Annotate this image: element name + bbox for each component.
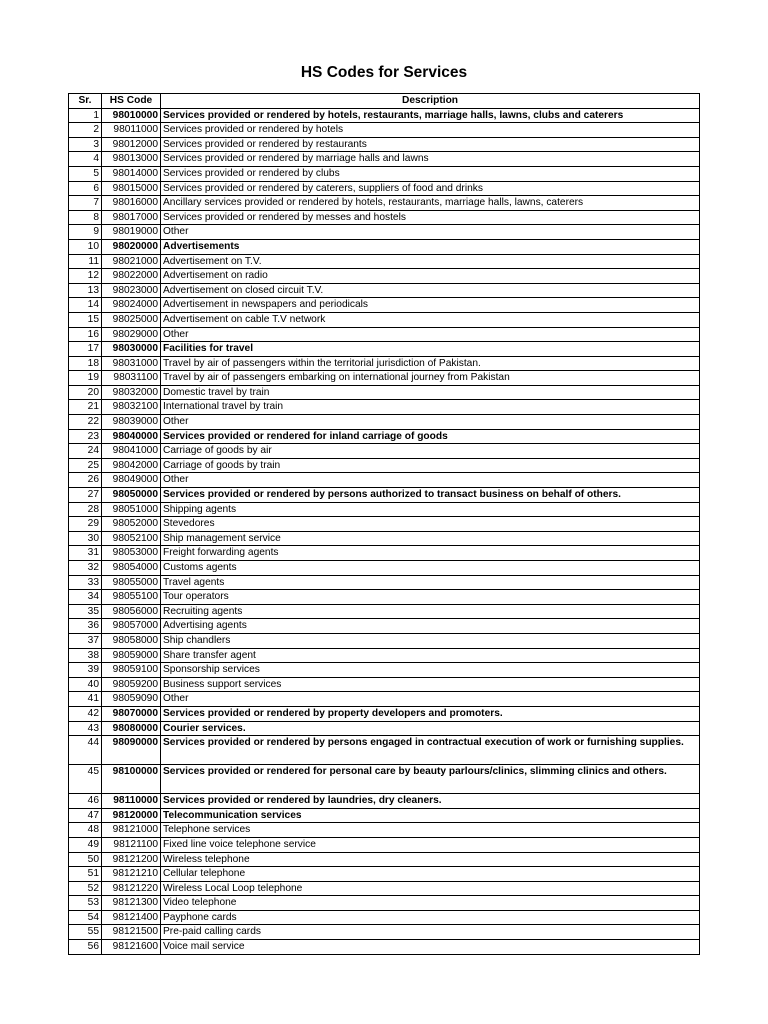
table-body bbox=[69, 108, 700, 954]
row-description: International travel by train bbox=[161, 400, 700, 415]
table-row bbox=[69, 736, 700, 765]
table-row bbox=[69, 210, 700, 225]
row-hs-code: 98023000 bbox=[102, 283, 161, 298]
table-row bbox=[69, 488, 700, 503]
row-hs-code: 98050000 bbox=[102, 488, 161, 503]
table-row bbox=[69, 108, 700, 123]
row-description: Services provided or rendered by hotels, restaurants, marriage halls, lawns, clubs and caterers bbox=[161, 108, 700, 123]
row-sr: 2 bbox=[69, 123, 102, 138]
row-sr: 53 bbox=[69, 896, 102, 911]
table-row bbox=[69, 458, 700, 473]
row-hs-code: 98059200 bbox=[102, 677, 161, 692]
row-sr: 29 bbox=[69, 517, 102, 532]
row-sr: 52 bbox=[69, 881, 102, 896]
row-sr: 42 bbox=[69, 706, 102, 721]
row-hs-code: 98052100 bbox=[102, 531, 161, 546]
table-row bbox=[69, 765, 700, 794]
table-row bbox=[69, 137, 700, 152]
table-row bbox=[69, 473, 700, 488]
table-row bbox=[69, 546, 700, 561]
row-description: Services provided or rendered by clubs bbox=[161, 166, 700, 181]
header-description: Description bbox=[161, 94, 700, 109]
row-sr: 48 bbox=[69, 823, 102, 838]
row-description: Wireless Local Loop telephone bbox=[161, 881, 700, 896]
row-description: Services provided or rendered for inland carriage of goods bbox=[161, 429, 700, 444]
row-hs-code: 98011000 bbox=[102, 123, 161, 138]
table-row bbox=[69, 166, 700, 181]
table-row bbox=[69, 283, 700, 298]
row-hs-code: 98121000 bbox=[102, 823, 161, 838]
row-sr: 4 bbox=[69, 152, 102, 167]
table-row bbox=[69, 531, 700, 546]
table-row bbox=[69, 881, 700, 896]
row-description: Other bbox=[161, 415, 700, 430]
row-description: Carriage of goods by air bbox=[161, 444, 700, 459]
row-description: Advertising agents bbox=[161, 619, 700, 634]
table-row bbox=[69, 823, 700, 838]
row-description: Pre-paid calling cards bbox=[161, 925, 700, 940]
table-row bbox=[69, 633, 700, 648]
row-description: Telecommunication services bbox=[161, 808, 700, 823]
row-sr: 46 bbox=[69, 794, 102, 809]
row-hs-code: 98120000 bbox=[102, 808, 161, 823]
row-sr: 50 bbox=[69, 852, 102, 867]
row-hs-code: 98024000 bbox=[102, 298, 161, 313]
row-hs-code: 98100000 bbox=[102, 765, 161, 794]
row-sr: 13 bbox=[69, 283, 102, 298]
row-hs-code: 98041000 bbox=[102, 444, 161, 459]
row-sr: 7 bbox=[69, 196, 102, 211]
row-sr: 25 bbox=[69, 458, 102, 473]
row-description: Services provided or rendered by persons authorized to transact business on behalf of others. bbox=[161, 488, 700, 503]
row-description: Wireless telephone bbox=[161, 852, 700, 867]
row-hs-code: 98059100 bbox=[102, 663, 161, 678]
row-description: Fixed line voice telephone service bbox=[161, 837, 700, 852]
row-sr: 17 bbox=[69, 342, 102, 357]
row-description: Tour operators bbox=[161, 590, 700, 605]
row-description: Services provided or rendered by caterers, suppliers of food and drinks bbox=[161, 181, 700, 196]
row-description: Other bbox=[161, 692, 700, 707]
table-row bbox=[69, 269, 700, 284]
row-description: Other bbox=[161, 327, 700, 342]
table-row bbox=[69, 517, 700, 532]
row-description: Advertisement in newspapers and periodicals bbox=[161, 298, 700, 313]
row-hs-code: 98012000 bbox=[102, 137, 161, 152]
row-sr: 28 bbox=[69, 502, 102, 517]
row-sr: 20 bbox=[69, 385, 102, 400]
row-hs-code: 98121400 bbox=[102, 910, 161, 925]
row-sr: 55 bbox=[69, 925, 102, 940]
row-description: Shipping agents bbox=[161, 502, 700, 517]
table-row bbox=[69, 123, 700, 138]
row-sr: 5 bbox=[69, 166, 102, 181]
row-hs-code: 98016000 bbox=[102, 196, 161, 211]
row-sr: 22 bbox=[69, 415, 102, 430]
row-description: Freight forwarding agents bbox=[161, 546, 700, 561]
table-row bbox=[69, 196, 700, 211]
row-hs-code: 98022000 bbox=[102, 269, 161, 284]
table-row bbox=[69, 706, 700, 721]
row-hs-code: 98014000 bbox=[102, 166, 161, 181]
table-row bbox=[69, 502, 700, 517]
row-description: Travel agents bbox=[161, 575, 700, 590]
row-description: Recruiting agents bbox=[161, 604, 700, 619]
row-hs-code: 98121200 bbox=[102, 852, 161, 867]
row-hs-code: 98053000 bbox=[102, 546, 161, 561]
row-hs-code: 98031100 bbox=[102, 371, 161, 386]
row-sr: 12 bbox=[69, 269, 102, 284]
row-hs-code: 98057000 bbox=[102, 619, 161, 634]
row-description: Advertisement on radio bbox=[161, 269, 700, 284]
row-hs-code: 98049000 bbox=[102, 473, 161, 488]
row-sr: 34 bbox=[69, 590, 102, 605]
table-row bbox=[69, 356, 700, 371]
row-hs-code: 98030000 bbox=[102, 342, 161, 357]
row-description: Domestic travel by train bbox=[161, 385, 700, 400]
row-description: Carriage of goods by train bbox=[161, 458, 700, 473]
row-description: Ship management service bbox=[161, 531, 700, 546]
row-hs-code: 98121220 bbox=[102, 881, 161, 896]
row-hs-code: 98121100 bbox=[102, 837, 161, 852]
table-row bbox=[69, 400, 700, 415]
row-description: Facilities for travel bbox=[161, 342, 700, 357]
row-sr: 24 bbox=[69, 444, 102, 459]
table-row bbox=[69, 721, 700, 736]
row-hs-code: 98025000 bbox=[102, 312, 161, 327]
row-sr: 47 bbox=[69, 808, 102, 823]
row-sr: 45 bbox=[69, 765, 102, 794]
table-row bbox=[69, 910, 700, 925]
row-sr: 56 bbox=[69, 940, 102, 955]
row-description: Ancillary services provided or rendered by hotels, restaurants, marriage halls, lawns, caterers bbox=[161, 196, 700, 211]
row-hs-code: 98110000 bbox=[102, 794, 161, 809]
table-row bbox=[69, 692, 700, 707]
table-header-row bbox=[69, 94, 700, 109]
row-description: Sponsorship services bbox=[161, 663, 700, 678]
row-sr: 6 bbox=[69, 181, 102, 196]
row-description: Services provided or rendered by property developers and promoters. bbox=[161, 706, 700, 721]
table-row bbox=[69, 561, 700, 576]
row-sr: 38 bbox=[69, 648, 102, 663]
table-row bbox=[69, 575, 700, 590]
row-hs-code: 98032000 bbox=[102, 385, 161, 400]
table-row bbox=[69, 867, 700, 882]
table-row bbox=[69, 648, 700, 663]
row-sr: 31 bbox=[69, 546, 102, 561]
row-sr: 49 bbox=[69, 837, 102, 852]
row-sr: 40 bbox=[69, 677, 102, 692]
row-sr: 9 bbox=[69, 225, 102, 240]
row-hs-code: 98032100 bbox=[102, 400, 161, 415]
row-sr: 43 bbox=[69, 721, 102, 736]
row-hs-code: 98054000 bbox=[102, 561, 161, 576]
table-row bbox=[69, 415, 700, 430]
table-row bbox=[69, 371, 700, 386]
table-row bbox=[69, 254, 700, 269]
row-hs-code: 98039000 bbox=[102, 415, 161, 430]
row-sr: 30 bbox=[69, 531, 102, 546]
row-hs-code: 98055000 bbox=[102, 575, 161, 590]
table-row bbox=[69, 239, 700, 254]
table-row bbox=[69, 590, 700, 605]
row-sr: 16 bbox=[69, 327, 102, 342]
row-hs-code: 98090000 bbox=[102, 736, 161, 765]
row-description: Services provided or rendered by restaurants bbox=[161, 137, 700, 152]
row-sr: 26 bbox=[69, 473, 102, 488]
table-row bbox=[69, 794, 700, 809]
row-sr: 51 bbox=[69, 867, 102, 882]
row-description: Telephone services bbox=[161, 823, 700, 838]
row-sr: 11 bbox=[69, 254, 102, 269]
row-description: Travel by air of passengers within the territorial jurisdiction of Pakistan. bbox=[161, 356, 700, 371]
row-sr: 8 bbox=[69, 210, 102, 225]
row-sr: 19 bbox=[69, 371, 102, 386]
row-hs-code: 98080000 bbox=[102, 721, 161, 736]
row-description: Services provided or rendered by persons engaged in contractual execution of work or furnishing supplies. bbox=[161, 736, 700, 765]
row-hs-code: 98056000 bbox=[102, 604, 161, 619]
row-description: Share transfer agent bbox=[161, 648, 700, 663]
table-row bbox=[69, 808, 700, 823]
row-description: Services provided or rendered by messes and hostels bbox=[161, 210, 700, 225]
table-row bbox=[69, 181, 700, 196]
row-hs-code: 98121210 bbox=[102, 867, 161, 882]
row-hs-code: 98017000 bbox=[102, 210, 161, 225]
table-row bbox=[69, 444, 700, 459]
table-row bbox=[69, 896, 700, 911]
row-sr: 3 bbox=[69, 137, 102, 152]
row-sr: 14 bbox=[69, 298, 102, 313]
row-sr: 36 bbox=[69, 619, 102, 634]
row-description: Services provided or rendered by marriage halls and lawns bbox=[161, 152, 700, 167]
row-description: Advertisements bbox=[161, 239, 700, 254]
row-hs-code: 98010000 bbox=[102, 108, 161, 123]
row-hs-code: 98040000 bbox=[102, 429, 161, 444]
hs-codes-table bbox=[68, 93, 700, 955]
row-description: Services provided or rendered by hotels bbox=[161, 123, 700, 138]
table-row bbox=[69, 312, 700, 327]
row-sr: 27 bbox=[69, 488, 102, 503]
table-row bbox=[69, 604, 700, 619]
table-row bbox=[69, 327, 700, 342]
row-description: Stevedores bbox=[161, 517, 700, 532]
table-row bbox=[69, 940, 700, 955]
table-row bbox=[69, 852, 700, 867]
row-sr: 54 bbox=[69, 910, 102, 925]
row-description: Business support services bbox=[161, 677, 700, 692]
row-hs-code: 98121300 bbox=[102, 896, 161, 911]
table-row bbox=[69, 385, 700, 400]
row-hs-code: 98019000 bbox=[102, 225, 161, 240]
row-description: Services provided or rendered by laundries, dry cleaners. bbox=[161, 794, 700, 809]
table-row bbox=[69, 298, 700, 313]
row-hs-code: 98059090 bbox=[102, 692, 161, 707]
table-row bbox=[69, 837, 700, 852]
table-row bbox=[69, 619, 700, 634]
row-sr: 21 bbox=[69, 400, 102, 415]
row-sr: 39 bbox=[69, 663, 102, 678]
table-row bbox=[69, 925, 700, 940]
row-description: Customs agents bbox=[161, 561, 700, 576]
row-hs-code: 98121500 bbox=[102, 925, 161, 940]
row-sr: 32 bbox=[69, 561, 102, 576]
row-description: Services provided or rendered for personal care by beauty parlours/clinics, slimming clinics and others. bbox=[161, 765, 700, 794]
row-sr: 44 bbox=[69, 736, 102, 765]
row-hs-code: 98055100 bbox=[102, 590, 161, 605]
table-row bbox=[69, 429, 700, 444]
row-description: Other bbox=[161, 225, 700, 240]
row-hs-code: 98058000 bbox=[102, 633, 161, 648]
row-hs-code: 98020000 bbox=[102, 239, 161, 254]
table-row bbox=[69, 225, 700, 240]
row-description: Payphone cards bbox=[161, 910, 700, 925]
row-description: Travel by air of passengers embarking on international journey from Pakistan bbox=[161, 371, 700, 386]
row-hs-code: 98121600 bbox=[102, 940, 161, 955]
row-description: Voice mail service bbox=[161, 940, 700, 955]
header-hs-code: HS Code bbox=[102, 94, 161, 109]
row-hs-code: 98070000 bbox=[102, 706, 161, 721]
row-hs-code: 98021000 bbox=[102, 254, 161, 269]
row-sr: 37 bbox=[69, 633, 102, 648]
row-sr: 10 bbox=[69, 239, 102, 254]
row-hs-code: 98029000 bbox=[102, 327, 161, 342]
row-sr: 33 bbox=[69, 575, 102, 590]
table-row bbox=[69, 663, 700, 678]
row-description: Other bbox=[161, 473, 700, 488]
header-sr: Sr. bbox=[69, 94, 102, 109]
row-description: Advertisement on T.V. bbox=[161, 254, 700, 269]
row-hs-code: 98059000 bbox=[102, 648, 161, 663]
row-hs-code: 98015000 bbox=[102, 181, 161, 196]
row-description: Ship chandlers bbox=[161, 633, 700, 648]
row-description: Advertisement on closed circuit T.V. bbox=[161, 283, 700, 298]
row-description: Courier services. bbox=[161, 721, 700, 736]
row-hs-code: 98051000 bbox=[102, 502, 161, 517]
row-sr: 15 bbox=[69, 312, 102, 327]
table-row bbox=[69, 342, 700, 357]
row-sr: 41 bbox=[69, 692, 102, 707]
row-hs-code: 98013000 bbox=[102, 152, 161, 167]
row-description: Cellular telephone bbox=[161, 867, 700, 882]
row-hs-code: 98052000 bbox=[102, 517, 161, 532]
row-description: Video telephone bbox=[161, 896, 700, 911]
row-sr: 23 bbox=[69, 429, 102, 444]
table-row bbox=[69, 152, 700, 167]
page-title: HS Codes for Services bbox=[300, 64, 468, 81]
row-sr: 1 bbox=[69, 108, 102, 123]
row-sr: 35 bbox=[69, 604, 102, 619]
row-hs-code: 98031000 bbox=[102, 356, 161, 371]
table-row bbox=[69, 677, 700, 692]
row-description: Advertisement on cable T.V network bbox=[161, 312, 700, 327]
row-sr: 18 bbox=[69, 356, 102, 371]
row-hs-code: 98042000 bbox=[102, 458, 161, 473]
